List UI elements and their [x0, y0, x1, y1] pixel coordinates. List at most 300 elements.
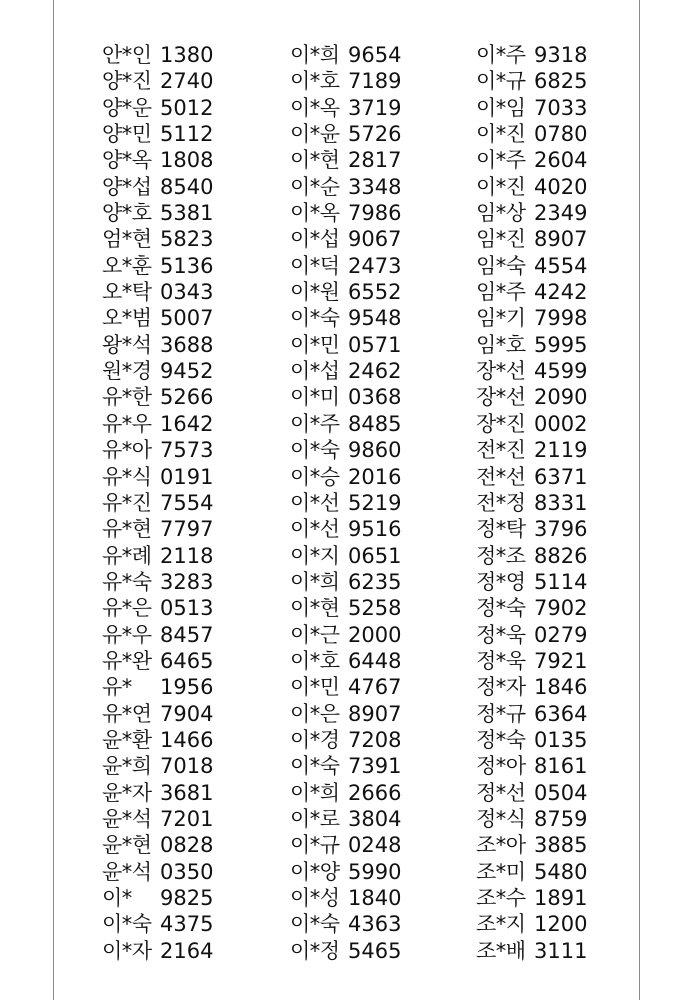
phone-digits: 7391 — [348, 754, 402, 779]
list-item — [476, 569, 587, 595]
list-item — [102, 332, 213, 358]
list-item — [476, 753, 587, 779]
list-item — [102, 174, 213, 200]
list-item — [290, 384, 401, 410]
phone-digits: 1846 — [534, 675, 588, 700]
list-item — [102, 358, 213, 384]
list-item — [476, 226, 587, 252]
phone-digits: 4599 — [534, 359, 588, 384]
phone-digits: 4375 — [160, 912, 214, 937]
list-item — [102, 253, 213, 279]
phone-digits: 5112 — [160, 122, 214, 147]
phone-digits: 8331 — [534, 490, 588, 515]
phone-digits: 1642 — [160, 411, 214, 436]
masked-name: 조*미 — [476, 859, 526, 884]
list-item — [290, 253, 401, 279]
masked-name: 원*경 — [102, 359, 152, 384]
phone-digits: 9654 — [348, 43, 402, 67]
masked-name: 오*훈 — [102, 253, 152, 278]
list-item — [102, 885, 213, 911]
phone-digits: 9548 — [348, 306, 402, 331]
phone-digits: 3348 — [348, 174, 402, 199]
phone-digits: 5012 — [160, 95, 214, 120]
phone-digits: 6552 — [348, 280, 402, 305]
phone-digits: 1956 — [160, 675, 214, 700]
masked-name: 윤*희 — [102, 754, 152, 779]
phone-digits: 0504 — [534, 780, 588, 805]
phone-digits: 8907 — [534, 227, 588, 252]
document-page — [53, 0, 640, 1000]
phone-digits: 3111 — [534, 938, 588, 963]
phone-digits: 2604 — [534, 148, 588, 173]
masked-name: 유*완 — [102, 648, 152, 673]
masked-name: 이*주 — [476, 43, 526, 67]
list-item — [476, 648, 587, 674]
masked-name: 임*기 — [476, 306, 526, 331]
masked-name: 이*현 — [290, 596, 340, 621]
phone-digits: 7904 — [160, 701, 214, 726]
masked-name: 이*옥 — [290, 95, 340, 120]
list-item — [290, 437, 401, 463]
masked-name: 조*수 — [476, 886, 526, 910]
masked-name: 정*숙 — [476, 596, 526, 621]
phone-digits: 2462 — [348, 359, 402, 384]
list-item — [476, 701, 587, 727]
list-item — [102, 832, 213, 858]
phone-digits: 6235 — [348, 569, 402, 594]
list-item — [476, 674, 587, 700]
phone-digits: 5990 — [348, 859, 402, 884]
phone-digits: 2000 — [348, 622, 402, 647]
phone-digits: 9452 — [160, 359, 214, 384]
list-item — [476, 200, 587, 226]
masked-name: 양*호 — [102, 201, 152, 226]
list-item — [290, 490, 401, 516]
list-item — [476, 727, 587, 753]
phone-digits: 3719 — [348, 95, 402, 120]
list-item — [476, 806, 587, 832]
masked-name: 이*주 — [290, 411, 340, 436]
phone-digits: 5219 — [348, 490, 402, 515]
list-item — [476, 68, 587, 94]
list-item — [102, 147, 213, 173]
list-item — [290, 595, 401, 621]
list-item — [476, 305, 587, 331]
list-item — [102, 464, 213, 490]
list-item — [290, 358, 401, 384]
phone-digits: 2349 — [534, 201, 588, 226]
masked-name: 이*성 — [290, 886, 340, 910]
masked-name: 이*원 — [290, 280, 340, 305]
masked-name: 윤*석 — [102, 859, 152, 884]
masked-name: 유*진 — [102, 490, 152, 515]
phone-digits: 2817 — [348, 148, 402, 173]
list-item — [290, 464, 401, 490]
masked-name: 임*상 — [476, 201, 526, 226]
list-item — [476, 411, 587, 437]
list-item — [102, 42, 213, 68]
masked-name: 전*선 — [476, 464, 526, 489]
list-item — [476, 516, 587, 542]
phone-digits: 7998 — [534, 306, 588, 331]
phone-digits: 5480 — [534, 859, 588, 884]
list-item — [476, 911, 587, 937]
phone-digits: 7189 — [348, 69, 402, 94]
masked-name: 정*욱 — [476, 622, 526, 647]
list-item — [102, 569, 213, 595]
phone-digits: 5136 — [160, 253, 214, 278]
list-item — [290, 622, 401, 648]
phone-digits: 8759 — [534, 806, 588, 831]
masked-name: 임*주 — [476, 280, 526, 305]
phone-digits: 4242 — [534, 280, 588, 305]
phone-digits: 8161 — [534, 754, 588, 779]
list-item — [476, 95, 587, 121]
phone-digits: 4767 — [348, 675, 402, 700]
phone-digits: 6825 — [534, 69, 588, 94]
masked-name: 정*탁 — [476, 517, 526, 542]
list-item — [290, 200, 401, 226]
list-item — [476, 279, 587, 305]
list-item — [476, 384, 587, 410]
masked-name: 이*희 — [290, 780, 340, 805]
list-item — [476, 358, 587, 384]
phone-digits: 8907 — [348, 701, 402, 726]
phone-digits: 8457 — [160, 622, 214, 647]
list-item — [476, 859, 587, 885]
phone-digits: 0343 — [160, 280, 214, 305]
masked-name: 윤*현 — [102, 833, 152, 858]
list-item — [290, 332, 401, 358]
masked-name: 유*례 — [102, 543, 152, 568]
phone-digits: 0651 — [348, 543, 402, 568]
masked-name: 이*정 — [290, 938, 340, 963]
masked-name: 이* — [102, 886, 132, 910]
masked-name: 유* — [102, 675, 132, 700]
masked-name: 유*아 — [102, 438, 152, 463]
phone-digits: 3796 — [534, 517, 588, 542]
masked-name: 이*숙 — [102, 912, 152, 937]
phone-digits: 7554 — [160, 490, 214, 515]
masked-name: 이*로 — [290, 806, 340, 831]
name-list-column-3 — [476, 42, 587, 964]
masked-name: 이*민 — [290, 675, 340, 700]
list-item — [290, 780, 401, 806]
list-item — [102, 68, 213, 94]
masked-name: 양*섭 — [102, 174, 152, 199]
list-item — [290, 859, 401, 885]
phone-digits: 5995 — [534, 332, 588, 357]
list-item — [290, 279, 401, 305]
masked-name: 장*선 — [476, 359, 526, 384]
masked-name: 윤*자 — [102, 780, 152, 805]
masked-name: 정*규 — [476, 701, 526, 726]
phone-digits: 6465 — [160, 648, 214, 673]
phone-digits: 6448 — [348, 648, 402, 673]
list-item — [476, 885, 587, 911]
phone-digits: 0513 — [160, 596, 214, 621]
masked-name: 이*경 — [290, 727, 340, 752]
masked-name: 이*숙 — [290, 754, 340, 779]
phone-digits: 2164 — [160, 938, 214, 963]
masked-name: 이*덕 — [290, 253, 340, 278]
masked-name: 이*숙 — [290, 306, 340, 331]
list-item — [102, 490, 213, 516]
phone-digits: 4363 — [348, 912, 402, 937]
list-item — [476, 437, 587, 463]
phone-digits: 7033 — [534, 95, 588, 120]
list-item — [476, 490, 587, 516]
phone-digits: 3283 — [160, 569, 214, 594]
masked-name: 왕*석 — [102, 332, 152, 357]
masked-name: 정*선 — [476, 780, 526, 805]
phone-digits: 7208 — [348, 727, 402, 752]
masked-name: 이*진 — [476, 122, 526, 147]
masked-name: 이*규 — [290, 833, 340, 858]
list-item — [102, 911, 213, 937]
phone-digits: 1380 — [160, 43, 214, 67]
list-item — [476, 332, 587, 358]
list-item — [102, 200, 213, 226]
list-item — [476, 595, 587, 621]
masked-name: 엄*현 — [102, 227, 152, 252]
list-item — [476, 938, 587, 964]
phone-digits: 5381 — [160, 201, 214, 226]
masked-name: 유*식 — [102, 464, 152, 489]
phone-digits: 7986 — [348, 201, 402, 226]
phone-digits: 9318 — [534, 43, 588, 67]
masked-name: 이*진 — [476, 174, 526, 199]
phone-digits: 8540 — [160, 174, 214, 199]
list-item — [476, 42, 587, 68]
masked-name: 이*미 — [290, 385, 340, 410]
phone-digits: 2473 — [348, 253, 402, 278]
masked-name: 이*호 — [290, 648, 340, 673]
list-item — [102, 780, 213, 806]
phone-digits: 2016 — [348, 464, 402, 489]
phone-digits: 0571 — [348, 332, 402, 357]
list-item — [290, 648, 401, 674]
phone-digits: 2119 — [534, 438, 588, 463]
list-item — [102, 938, 213, 964]
phone-digits: 1466 — [160, 727, 214, 752]
list-item — [102, 95, 213, 121]
phone-digits: 7921 — [534, 648, 588, 673]
masked-name: 이*지 — [290, 543, 340, 568]
masked-name: 이*민 — [290, 332, 340, 357]
list-item — [476, 464, 587, 490]
phone-digits: 5823 — [160, 227, 214, 252]
masked-name: 양*옥 — [102, 148, 152, 173]
masked-name: 장*선 — [476, 385, 526, 410]
masked-name: 오*범 — [102, 306, 152, 331]
phone-digits: 5114 — [534, 569, 588, 594]
phone-digits: 0828 — [160, 833, 214, 858]
phone-digits: 5007 — [160, 306, 214, 331]
name-list-column-2 — [290, 42, 401, 964]
masked-name: 이*규 — [476, 69, 526, 94]
masked-name: 조*배 — [476, 938, 526, 963]
masked-name: 이*윤 — [290, 122, 340, 147]
phone-digits: 2666 — [348, 780, 402, 805]
phone-digits: 5465 — [348, 938, 402, 963]
list-item — [290, 569, 401, 595]
phone-digits: 3681 — [160, 780, 214, 805]
phone-digits: 7018 — [160, 754, 214, 779]
masked-name: 이*선 — [290, 490, 340, 515]
phone-digits: 0135 — [534, 727, 588, 752]
masked-name: 이*섭 — [290, 227, 340, 252]
phone-digits: 8826 — [534, 543, 588, 568]
phone-digits: 2090 — [534, 385, 588, 410]
phone-digits: 6364 — [534, 701, 588, 726]
phone-digits: 2740 — [160, 69, 214, 94]
phone-digits: 8485 — [348, 411, 402, 436]
masked-name: 유*우 — [102, 411, 152, 436]
list-item — [102, 859, 213, 885]
masked-name: 이*희 — [290, 43, 340, 67]
phone-digits: 7201 — [160, 806, 214, 831]
list-item — [102, 279, 213, 305]
list-item — [476, 121, 587, 147]
list-item — [102, 226, 213, 252]
masked-name: 이*희 — [290, 569, 340, 594]
masked-name: 정*아 — [476, 754, 526, 779]
masked-name: 유*연 — [102, 701, 152, 726]
masked-name: 안*인 — [102, 43, 152, 67]
phone-digits: 0191 — [160, 464, 214, 489]
masked-name: 정*식 — [476, 806, 526, 831]
list-item — [102, 674, 213, 700]
masked-name: 유*현 — [102, 517, 152, 542]
masked-name: 임*숙 — [476, 253, 526, 278]
masked-name: 이*숙 — [290, 438, 340, 463]
name-list-column-1 — [102, 42, 213, 964]
phone-digits: 1808 — [160, 148, 214, 173]
list-item — [290, 95, 401, 121]
list-item — [476, 780, 587, 806]
phone-digits: 1200 — [534, 912, 588, 937]
list-item — [290, 121, 401, 147]
list-item — [102, 806, 213, 832]
list-item — [290, 226, 401, 252]
masked-name: 전*정 — [476, 490, 526, 515]
phone-digits: 1840 — [348, 886, 402, 910]
masked-name: 이*선 — [290, 517, 340, 542]
phone-digits: 7902 — [534, 596, 588, 621]
list-item — [290, 806, 401, 832]
masked-name: 이*숙 — [290, 912, 340, 937]
phone-digits: 3688 — [160, 332, 214, 357]
phone-digits: 3804 — [348, 806, 402, 831]
phone-digits: 4020 — [534, 174, 588, 199]
phone-digits: 5266 — [160, 385, 214, 410]
list-item — [102, 622, 213, 648]
list-item — [290, 68, 401, 94]
phone-digits: 0780 — [534, 122, 588, 147]
phone-digits: 9067 — [348, 227, 402, 252]
list-item — [102, 543, 213, 569]
list-item — [102, 648, 213, 674]
phone-digits: 7573 — [160, 438, 214, 463]
phone-digits: 9516 — [348, 517, 402, 542]
phone-digits: 0368 — [348, 385, 402, 410]
masked-name: 이*임 — [476, 95, 526, 120]
list-item — [476, 832, 587, 858]
list-item — [102, 727, 213, 753]
list-item — [290, 411, 401, 437]
list-item — [102, 753, 213, 779]
masked-name: 유*은 — [102, 596, 152, 621]
list-item — [290, 701, 401, 727]
masked-name: 윤*석 — [102, 806, 152, 831]
masked-name: 이*호 — [290, 69, 340, 94]
list-item — [290, 938, 401, 964]
list-item — [290, 174, 401, 200]
masked-name: 임*호 — [476, 332, 526, 357]
masked-name: 정*숙 — [476, 727, 526, 752]
masked-name: 이*현 — [290, 148, 340, 173]
list-item — [290, 727, 401, 753]
list-item — [102, 411, 213, 437]
phone-digits: 4554 — [534, 253, 588, 278]
phone-digits: 5726 — [348, 122, 402, 147]
list-item — [102, 437, 213, 463]
masked-name: 이*자 — [102, 938, 152, 963]
list-item — [290, 885, 401, 911]
masked-name: 이*승 — [290, 464, 340, 489]
masked-name: 이*주 — [476, 148, 526, 173]
list-item — [102, 516, 213, 542]
list-item — [476, 174, 587, 200]
list-item — [476, 253, 587, 279]
masked-name: 정*조 — [476, 543, 526, 568]
masked-name: 조*지 — [476, 912, 526, 937]
masked-name: 양*운 — [102, 95, 152, 120]
masked-name: 양*민 — [102, 122, 152, 147]
list-item — [102, 121, 213, 147]
phone-digits: 3885 — [534, 833, 588, 858]
list-item — [290, 305, 401, 331]
masked-name: 이*섭 — [290, 359, 340, 384]
phone-digits: 7797 — [160, 517, 214, 542]
phone-digits: 0350 — [160, 859, 214, 884]
phone-digits: 1891 — [534, 886, 588, 910]
phone-digits: 0279 — [534, 622, 588, 647]
masked-name: 이*순 — [290, 174, 340, 199]
masked-name: 유*우 — [102, 622, 152, 647]
phone-digits: 9825 — [160, 886, 214, 910]
masked-name: 이*근 — [290, 622, 340, 647]
list-item — [290, 832, 401, 858]
masked-name: 임*진 — [476, 227, 526, 252]
masked-name: 정*영 — [476, 569, 526, 594]
masked-name: 유*숙 — [102, 569, 152, 594]
list-item — [476, 543, 587, 569]
phone-digits: 5258 — [348, 596, 402, 621]
masked-name: 정*자 — [476, 675, 526, 700]
list-item — [476, 147, 587, 173]
list-item — [290, 911, 401, 937]
masked-name: 이*양 — [290, 859, 340, 884]
masked-name: 조*아 — [476, 833, 526, 858]
masked-name: 양*진 — [102, 69, 152, 94]
phone-digits: 9860 — [348, 438, 402, 463]
list-item — [102, 305, 213, 331]
phone-digits: 2118 — [160, 543, 214, 568]
list-item — [290, 543, 401, 569]
list-item — [476, 622, 587, 648]
